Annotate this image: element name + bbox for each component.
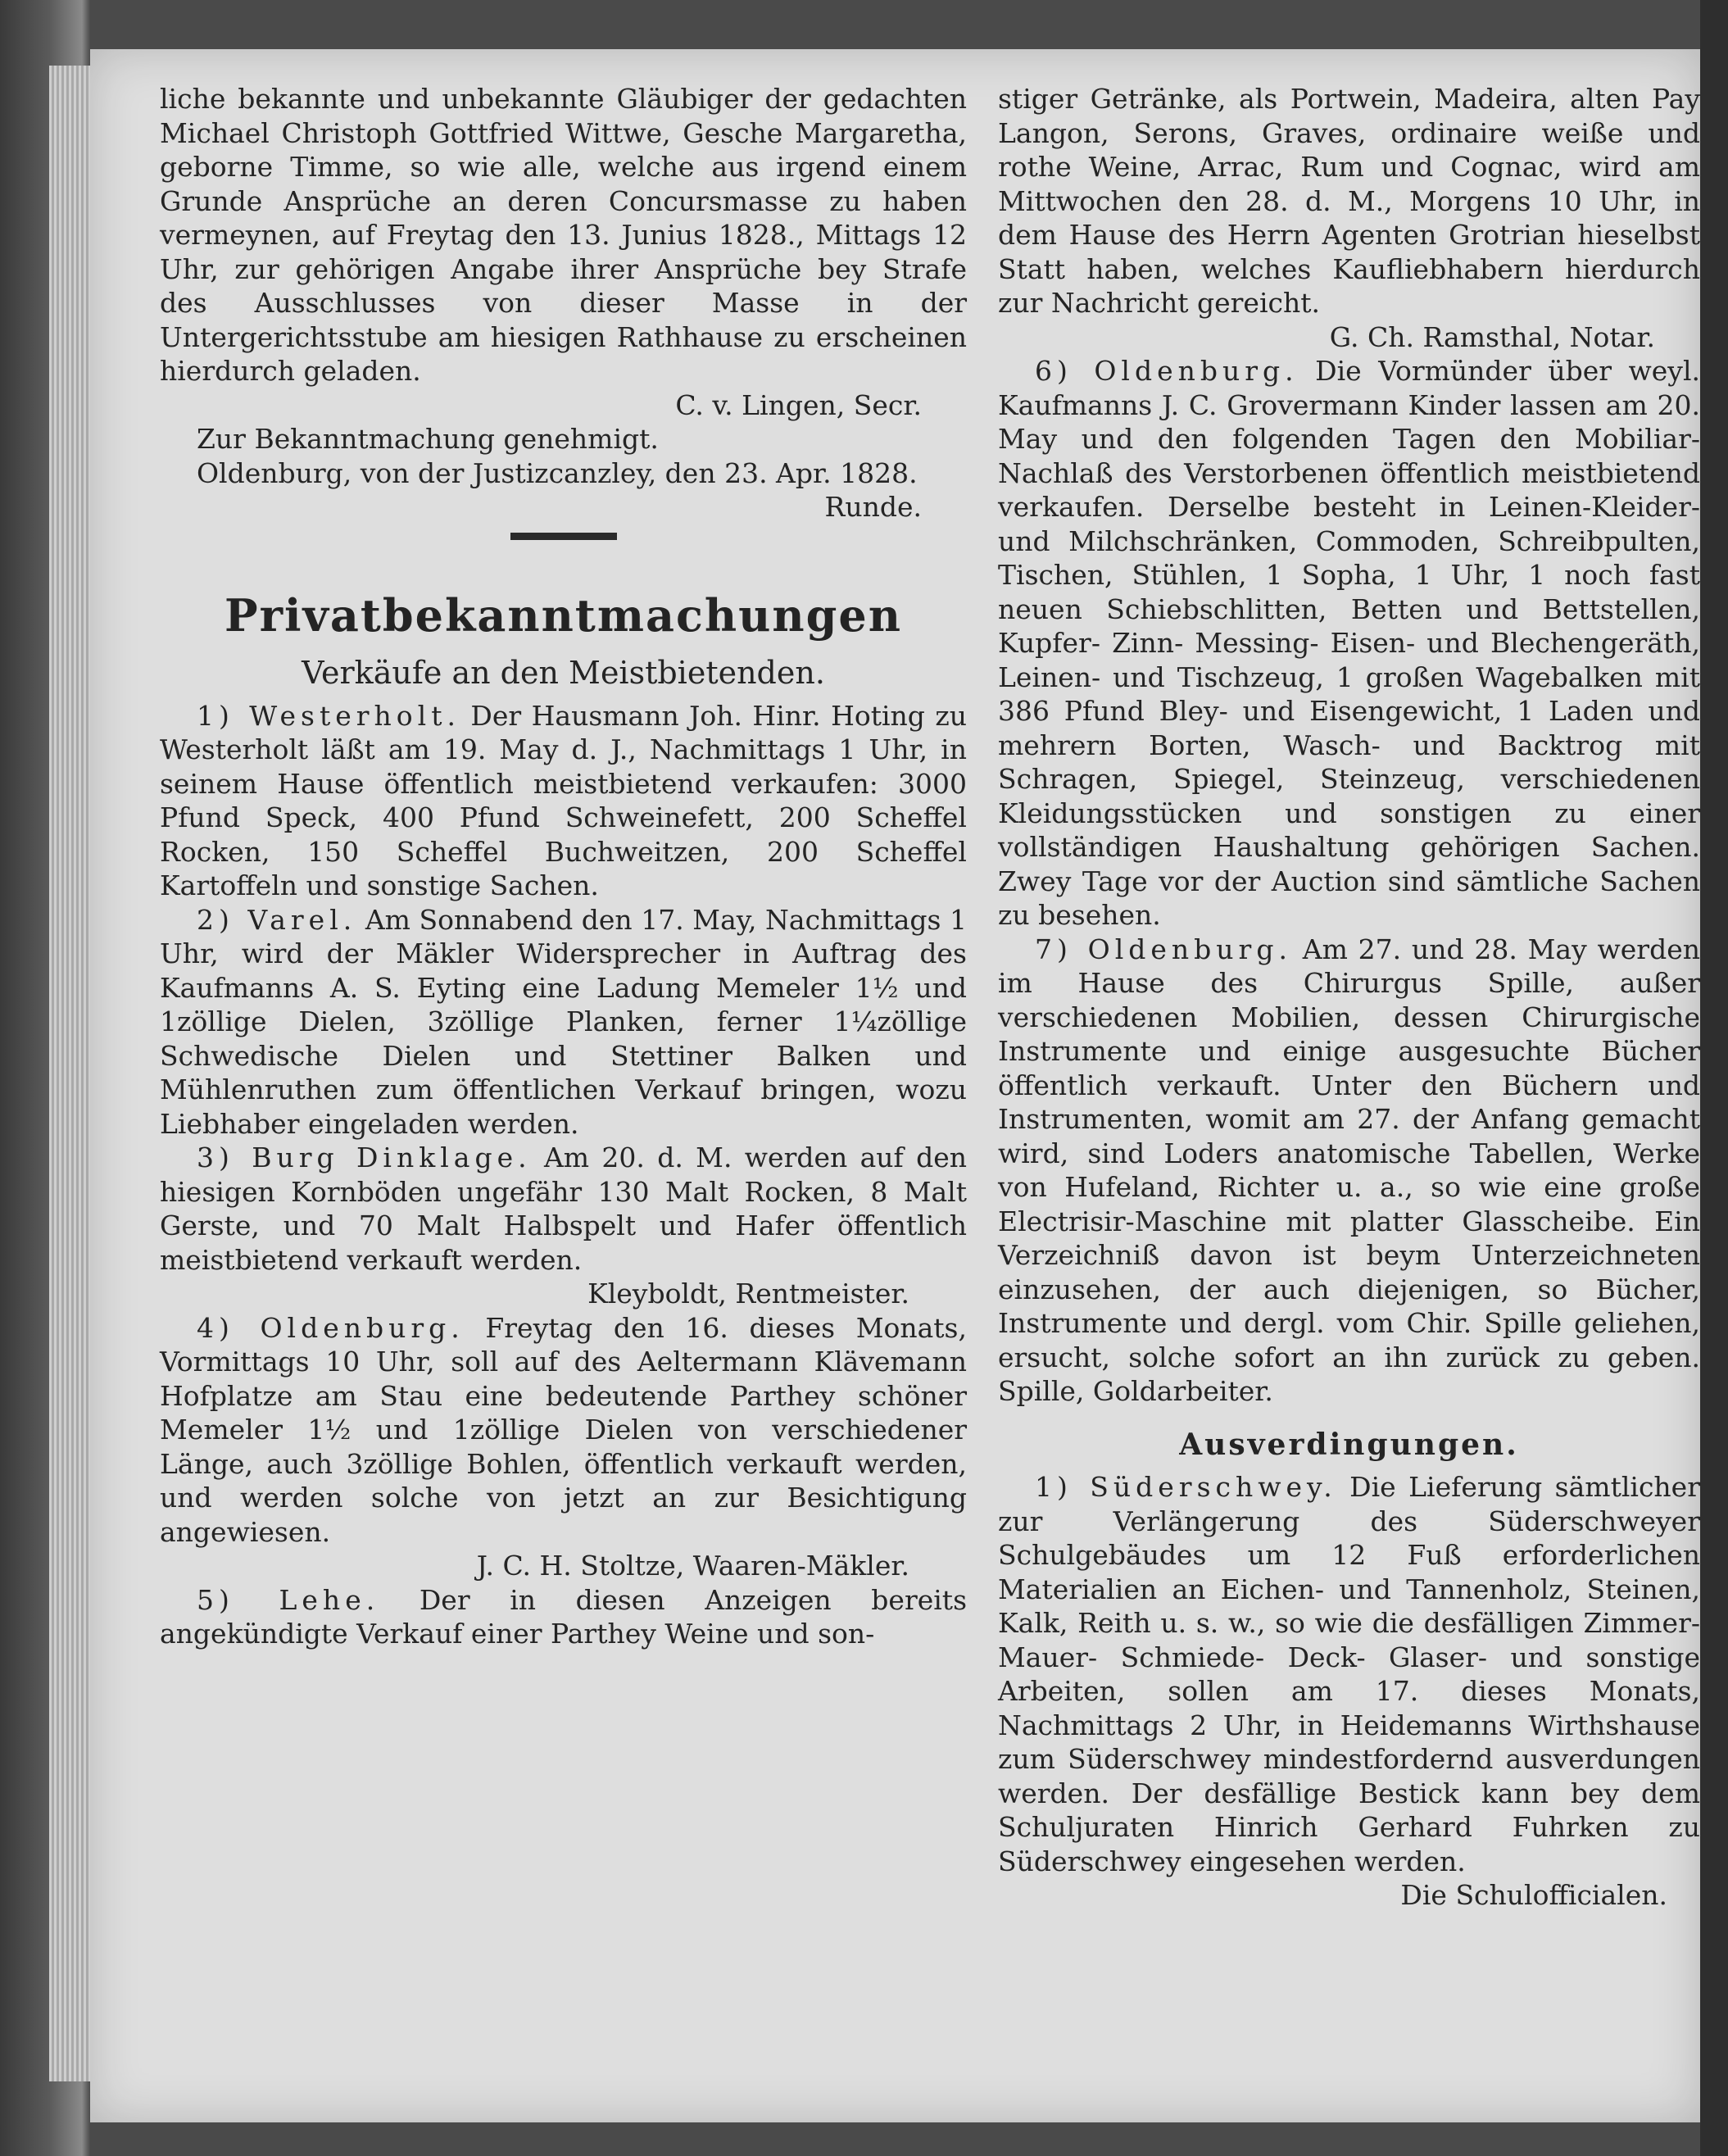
notice-5-place: 5) Lehe. bbox=[197, 1583, 380, 1616]
notice-5: 5) Lehe. Der in diesen Anzeigen bereits angekündigte Verkauf einer Parthey Weine und son- bbox=[160, 1583, 967, 1650]
notice-5-continued: stiger Getränke, als Portwein, Madeira, alten Pay Langon, Serons, Graves, ordinaire weiße und rothe Weine, Arrac, Rum und Cognac, wird am Mittwochen den 28. d. M., Morgens 10 Uhr, in dem Hause des Herrn Agenten Grotrian hieselbst Statt haben, welches Kaufliebhabern hierdurch zur Nachricht gereicht. bbox=[998, 83, 1700, 319]
tender-1: 1) Süderschwey. Die Lieferung sämtlicher zur Verlängerung des Süderschweyer Schulgebäudes um 12 Fuß erforderlichen Materialien an Eichen- und Tannenholz, Steinen, Kalk, Reith u. s. w., so wie die desfälligen Zimmer- Mauer- Schmiede- Deck- Glaser- und sonstige Arbeiten, sollen am 17. dieses Monats, Nachmittags 2 Uhr, in Heidemanns Wirthshause zum Süderschwey mindestfordernd ausverdungen werden. Der desfällige Bestick kann bey dem Schuljuraten Hinrich Gerhard Fuhrken zu Süderschwey eingesehen werden. Die Schulofficialen. bbox=[998, 1471, 1700, 1911]
notice-4-signature: J. C. H. Stoltze, Waaren-Mäkler. bbox=[476, 1550, 909, 1582]
intro-paragraph: liche bekannte und unbekannte Gläubiger der gedachten Michael Christoph Gottfried Wittwe, Gesche Margaretha, geborne Timme, so wie alle, welche aus irgend einem Grunde Ansprüche an deren Concursmasse zu haben vermeynen, auf Freytag den 13. Junius 1828., Mittags 12 Uhr, zur gehörigen Angabe ihrer Ansprüche bey Strafe des Ausschlusses von dieser Masse in der Untergerichtsstube am hiesigen Rathhause zu erscheinen hierdurch geladen. bbox=[160, 83, 967, 387]
section-divider bbox=[510, 533, 617, 540]
notice-3: 3) Burg Dinklage. Am 20. d. M. werden auf den hiesigen Kornböden ungefähr 130 Malt Rocken, 8 Malt Gerste, und 70 Malt Halbspelt und Hafer öffentlich meistbietend verkauft werden. bbox=[160, 1142, 967, 1276]
notice-6: 6) Oldenburg. Die Vormünder über weyl. Kaufmanns J. C. Grovermann Kinder lassen am 20. May und den folgenden Tagen den Mobiliar-Nachlaß des Verstorbenen öffentlich meistbietend verkaufen. Derselbe besteht in Leinen-Kleider- und Milchschränken, Commoden, Schreibpulten, Tischen, Stühlen, 1 Sopha, 1 Uhr, 1 noch fast neuen Schiebschlitten, Betten und Bettstellen, Kupfer- Zinn- Messing- Eisen- und Blechengeräth, Leinen- und Tischzeug, 1 großen Wagebalken mit 386 Pfund Bley- und Eisengewicht, 1 Laden und mehrern Borten, Wasch- und Backtrog mit Schragen, Spiegel, Steinzeug, verschiedenen Kleidungsstücken und sonstigen zu einer vollständigen Haushaltung gehörigen Sachen. Zwey Tage vor der Auction sind sämtliche Sachen zu besehen. bbox=[998, 355, 1700, 931]
court-place-date: Oldenburg, von der Justizcanzley, den 23. Apr. 1828. Runde. bbox=[160, 456, 967, 491]
notice-2-place: 2) Varel. bbox=[197, 903, 357, 936]
section2-heading: Ausverdingungen. bbox=[1179, 1427, 1519, 1462]
section-heading: Privatbekanntmachungen bbox=[224, 589, 903, 642]
intro-signature: C. v. Lingen, Secr. bbox=[675, 388, 922, 421]
notice-5-signature: G. Ch. Ramsthal, Notar. bbox=[1329, 320, 1655, 353]
court-signature: Runde. bbox=[824, 491, 922, 523]
notice-1-place: 1) Westerholt. bbox=[197, 699, 460, 732]
approval-line: Zur Bekanntmachung genehmigt. bbox=[197, 423, 659, 455]
notice-7-signature: Spille, Goldarbeiter. bbox=[998, 1375, 1273, 1407]
notice-1: 1) Westerholt. Der Hausmann Joh. Hinr. Hoting zu Westerholt läßt am 19. May d. J., Nachmittags 1 Uhr, in seinem Hause öffentlich meistbietend verkaufen: 3000 Pfund Speck, 400 Pfund Schweinefett, 200 Scheffel Rocken, 150 Scheffel Buchweitzen, 200 Scheffel Kartoffeln und sonstige Sachen. bbox=[160, 699, 967, 901]
notice-4-place: 4) Oldenburg. bbox=[197, 1311, 465, 1344]
notice-4: 4) Oldenburg. Freytag den 16. dieses Monats, Vormittags 10 Uhr, soll auf des Aeltermann Klävemann Hofplatze am Stau eine bedeutende Parthey schöner Memeler 1½ und 1zöllige Dielen von verschiedener Länge, auch 3zöllige Bohlen, öffentlich verkauft werden, und werden solche von jetzt an zur Besichtigung angewiesen. bbox=[160, 1311, 967, 1548]
tender-1-signature: Die Schulofficialen. bbox=[1400, 1879, 1667, 1911]
left-column bbox=[160, 82, 967, 1651]
notice-2: 2) Varel. Am Sonnabend den 17. May, Nachmittags 1 Uhr, wird der Mäkler Widersprecher in Auftrag des Kaufmanns A. S. Eyting eine Ladung Memeler 1½ und 1zöllige Dielen, 3zöllige Planken, ferner 1¼zöllige Schwedische Dielen und Stettiner Balken und Mühlenruthen zum öffentlichen Verkauf bringen, wozu Liebhaber eingeladen werden. bbox=[160, 903, 967, 1140]
notice-3-signature: Kleyboldt, Rentmeister. bbox=[587, 1278, 909, 1309]
tender-1-place: 1) Süderschwey. bbox=[1035, 1471, 1337, 1503]
notice-6-place: 6) Oldenburg. bbox=[1035, 355, 1299, 387]
notice-3-place: 3) Burg Dinklage. bbox=[197, 1142, 532, 1173]
right-column bbox=[998, 82, 1700, 1913]
scan-border-right bbox=[1700, 0, 1728, 2156]
notice-7: 7) Oldenburg. Am 27. und 28. May werden im Hause des Chirurgus Spille, außer verschiedenen Mobilien, dessen Chirurgische Instrumente und einige ausgesuchte Bücher öffentlich verkauft. Unter den Büchern und Instrumenten, womit am 27. der Anfang gemacht wird, sind Loders anatomische Tabellen, Werke von Hufeland, Richter u. a., so wie eine große Electrisir-Maschine mit platter Glasscheibe. Ein Verzeichniß davon ist beym Unterzeichneten einzusehen, der auch diejenigen, so Bücher, Instrumente und dergl. vom Chir. Spille geliehen, ersucht, solche sofort an ihn zurück zu geben. Spille, Goldarbeiter. bbox=[998, 933, 1700, 1407]
notice-7-place: 7) Oldenburg. bbox=[1035, 933, 1292, 965]
subheading: Verkäufe an den Meistbietenden. bbox=[302, 655, 825, 691]
